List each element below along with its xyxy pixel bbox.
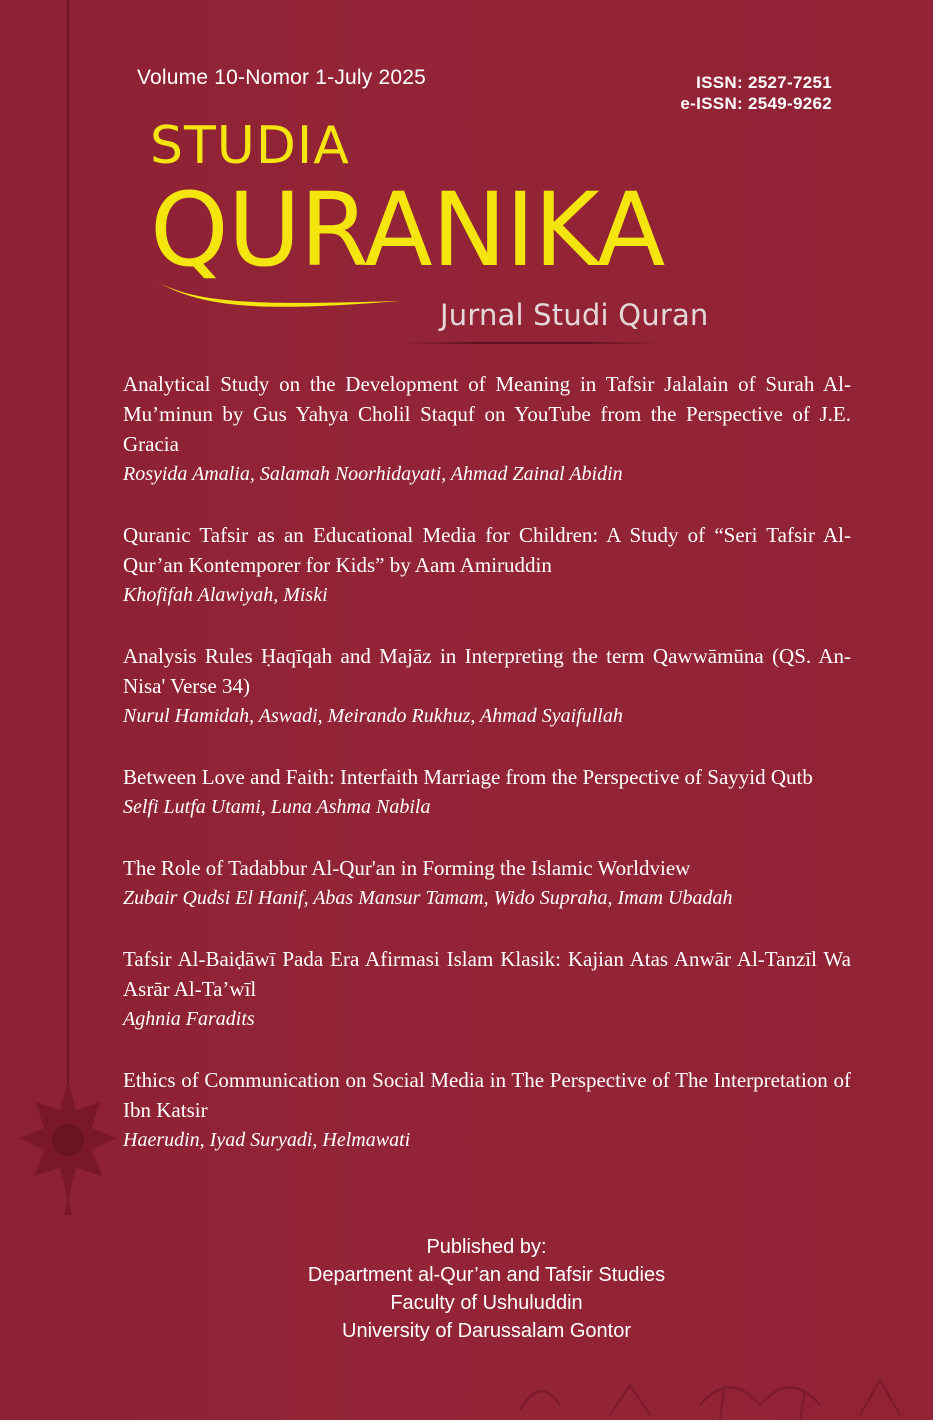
article-title: Tafsir Al-Baiḍāwī Pada Era Afirmasi Islam Klasik: Kajian Atas Anwār Al-Tanzīl Wa Asrār Al-Ta’wīl — [123, 947, 851, 1001]
hanging-line — [67, 0, 69, 1085]
subtitle-divider — [400, 342, 660, 344]
article-authors: Khofifah Alawiyah, Miski — [123, 584, 328, 606]
article-title: Quranic Tafsir as an Educational Media for Children: A Study of “Seri Tafsir Al-Qur’an Kontemporer for Kids” by Aam Amiruddin — [123, 523, 851, 577]
article-authors: Zubair Qudsi El Hanif, Abas Mansur Tamam, Wido Supraha, Imam Ubadah — [123, 887, 733, 909]
article-item — [123, 762, 851, 822]
publisher-label: Published by: — [426, 1236, 547, 1258]
journal-logo-quranika: QURANIKA — [150, 171, 665, 290]
article-title: Ethics of Communication on Social Media in The Perspective of The Interpretation of Ibn Katsir — [123, 1068, 851, 1122]
issn-print: ISSN: 2527-7251 — [696, 73, 832, 92]
journal-subtitle: Jurnal Studi Quran — [440, 298, 709, 332]
article-authors: Rosyida Amalia, Salamah Noorhidayati, Ahmad Zainal Abidin — [123, 463, 623, 485]
article-item — [123, 853, 851, 913]
article-title: The Role of Tadabbur Al-Qur'an in Forming the Islamic Worldview — [123, 856, 691, 880]
issn-block — [640, 72, 832, 114]
journal-logo-studia: STUDIA — [150, 116, 350, 176]
article-item — [123, 944, 851, 1034]
logo-swoosh-icon — [150, 275, 410, 315]
article-item — [123, 369, 851, 489]
article-authors: Aghnia Faradits — [123, 1008, 255, 1030]
publisher-block — [230, 1233, 743, 1345]
article-authors: Haerudin, Iyad Suryadi, Helmawati — [123, 1129, 411, 1151]
article-title: Between Love and Faith: Interfaith Marriage from the Perspective of Sayyid Qutb — [123, 765, 813, 789]
issn-electronic: e-ISSN: 2549-9262 — [680, 94, 832, 113]
volume-info: Volume 10-Nomor 1-July 2025 — [137, 66, 427, 89]
article-title: Analysis Rules Ḥaqīqah and Majāz in Interpreting the term Qawwāmūna (QS. An-Nisa' Verse 34) — [123, 644, 851, 698]
publisher-university: University of Darussalam Gontor — [342, 1320, 631, 1342]
article-list — [123, 369, 851, 1186]
publisher-faculty: Faculty of Ushuluddin — [390, 1292, 583, 1314]
publisher-department: Department al-Qur’an and Tafsir Studies — [307, 1264, 666, 1286]
lantern-ornament-icon — [18, 1080, 118, 1215]
article-authors: Nurul Hamidah, Aswadi, Meirando Rukhuz, Ahmad Syaifullah — [123, 705, 623, 727]
bottom-decoration — [500, 1365, 933, 1420]
article-item — [123, 520, 851, 610]
article-item — [123, 1065, 851, 1155]
article-authors: Selfi Lutfa Utami, Luna Ashma Nabila — [123, 796, 431, 818]
article-title: Analytical Study on the Development of Meaning in Tafsir Jalalain of Surah Al-Mu’minun by Gus Yahya Cholil Staquf on YouTube from the Perspective of J.E. Gracia — [123, 372, 851, 456]
article-item — [123, 641, 851, 731]
